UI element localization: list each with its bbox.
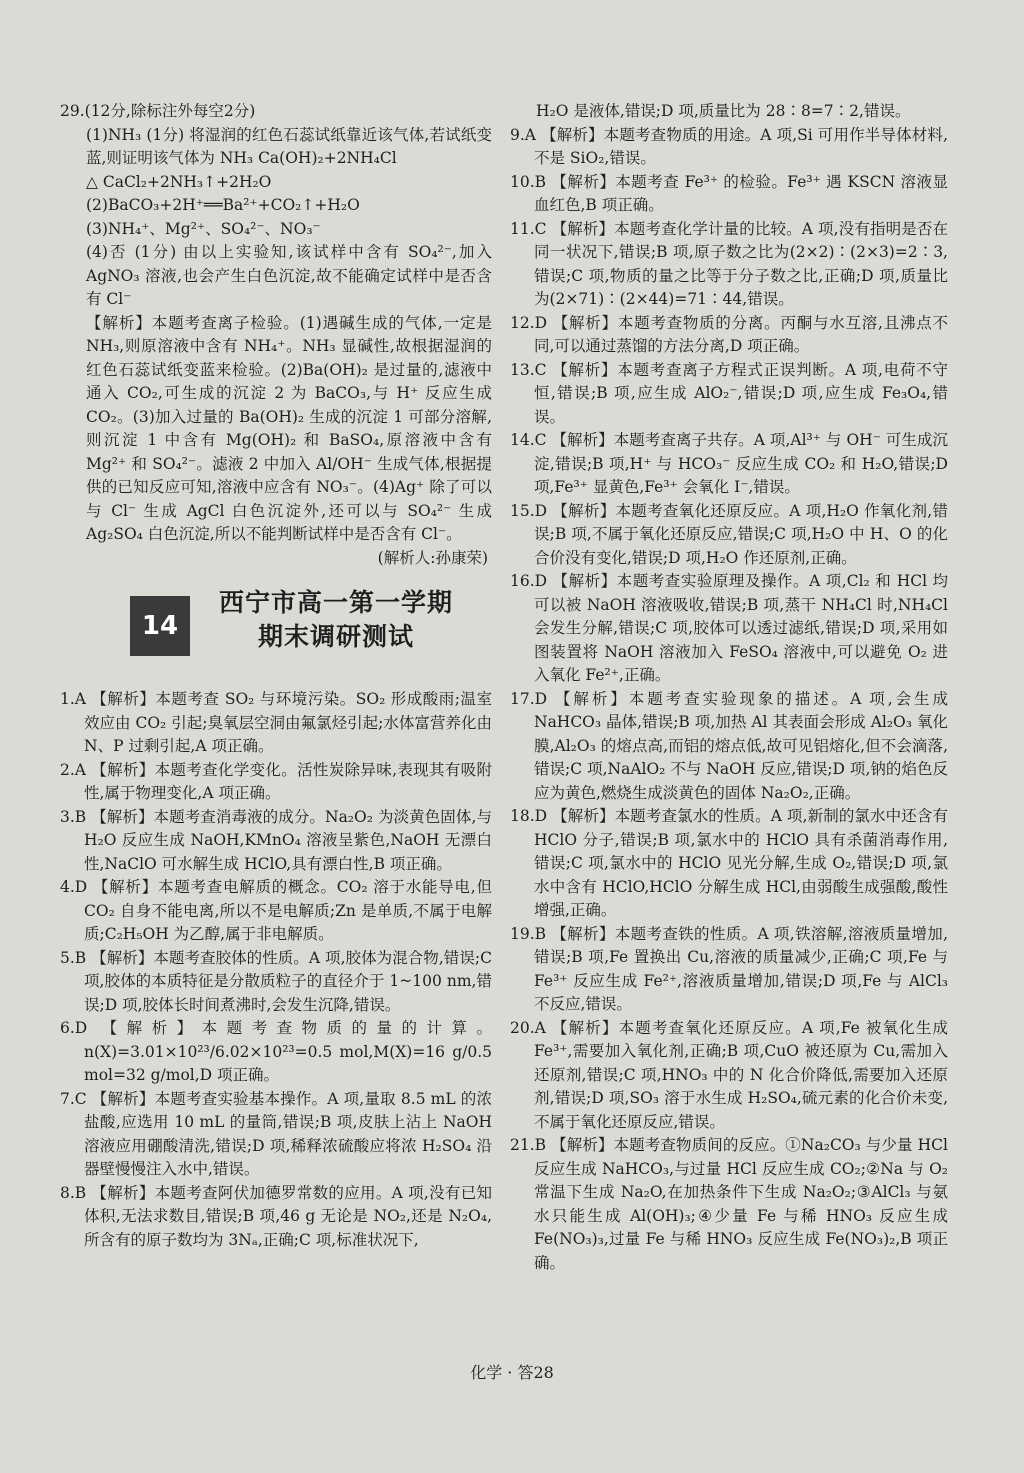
q29-author: (解析人:孙康荣) [377,548,488,567]
answer-item-18: 18.D 【解析】本题考查氯水的性质。A 项,新制的氯水中还含有 HClO 分子,错误;B 项,氯水中的 HClO 具有杀菌消毒作用,错误;C 项,氯水中的 HClO 见光分解,生成 O₂,错误;D 项,氯水中含有 HClO,HClO 分解生成 HCl,由弱酸生成强酸,酸性增强,正确。 [510,807,948,919]
q29-line1: (1)NH₃ (1分) 将湿润的红色石蕊试纸靠近该气体,若试纸变蓝,则证明该气体为 NH₃ Ca(OH)₂+2NH₄Cl [86,125,492,167]
answer-item-10: 10.B 【解析】本题考查 Fe³⁺ 的检验。Fe³⁺ 遇 KSCN 溶液显血红色,B 项正确。 [510,172,948,214]
q29-line4: (3)NH₄⁺、Mg²⁺、SO₄²⁻、NO₃⁻ [86,219,321,238]
answer-item-4: 4.D 【解析】本题考查电解质的概念。CO₂ 溶于水能导电,但 CO₂ 自身不能电离,所以不是电解质;Zn 是单质,不属于电解质;C₂H₅OH 为乙醇,属于非电解质。 [60,878,492,943]
right-column [510,100,948,1275]
section-number-badge: 14 [130,596,190,656]
answer-item-1: 1.A 【解析】本题考查 SO₂ 与环境污染。SO₂ 形成酸雨;温室效应由 CO₂ 引起;臭氧层空洞由氟氯烃引起;水体富营养化由 N、P 过剩引起,A 项正确。 [60,690,492,755]
answer-item-12: 12.D 【解析】本题考查物质的分离。丙酮与水互溶,且沸点不同,可以通过蒸馏的方法分离,D 项正确。 [510,313,948,355]
q29-line2: △ CaCl₂+2NH₃↑+2H₂O [86,172,272,191]
answer-item-20: 20.A 【解析】本题考查氧化还原反应。A 项,Fe 被氧化生成 Fe³⁺,需要加入氧化剂,正确;B 项,CuO 被还原为 Cu,需加入还原剂,错误;C 项,HNO₃ 中的 N 化合价降低,需要加入还原剂,错误;D 项,SO₃ 溶于水生成 H₂SO₄,硫元素的化合价未变,不属于氧化还原反应,错误。 [510,1018,948,1131]
answer-item-3: 3.B 【解析】本题考查消毒液的成分。Na₂O₂ 为淡黄色固体,与 H₂O 反应生成 NaOH,KMnO₄ 溶液呈紫色,NaOH 无漂白性,NaClO 可水解生成 HClO,具有漂白性,B 项正确。 [60,807,492,873]
answer-item-2: 2.A 【解析】本题考查化学变化。活性炭除异味,表现其有吸附性,属于物理变化,A 项正确。 [60,760,492,802]
answer-item-6: 6.D 【解析】本题考查物质的量的计算。n(X)=3.01×10²³/6.02×10²³=0.5 mol,M(X)=16 g/0.5 mol=32 g/mol,D 项正确。 [60,1019,492,1084]
q29-line5: (4)否 (1分) 由以上实验知,该试样中含有 SO₄²⁻,加入 AgNO₃ 溶液,也会产生白色沉淀,故不能确定试样中是否含有 Cl⁻ [86,243,492,308]
answer-item-13: 13.C 【解析】本题考查离子方程式正误判断。A 项,电荷不守恒,错误;B 项,应生成 AlO₂⁻,错误;D 项,应生成 Fe₃O₄,错误。 [510,360,948,426]
answer-item-5: 5.B 【解析】本题考查胶体的性质。A 项,胶体为混合物,错误;C 项,胶体的本质特征是分散质粒子的直径介于 1~100 nm,错误;D 项,胶体长时间煮沸时,会发生沉降,错误。 [60,948,492,1014]
answer-item-14: 14.C 【解析】本题考查离子共存。A 项,Al³⁺ 与 OH⁻ 可生成沉淀,错误;B 项,H⁺ 与 HCO₃⁻ 反应生成 CO₂ 和 H₂O,错误;D 项,Fe³⁺ 显黄色,Fe³⁺ 会氧化 I⁻,错误。 [510,431,948,496]
answer-item-19: 19.B 【解析】本题考查铁的性质。A 项,铁溶解,溶液质量增加,错误;B 项,Fe 置换出 Cu,溶液的质量减少,正确;C 项,Fe 与 Fe³⁺ 反应生成 Fe²⁺,溶液质量增加,错误;D 项,Fe 与 AlCl₃ 不反应,错误。 [510,924,948,1013]
answer-item-7: 7.C 【解析】本题考查实验基本操作。A 项,量取 8.5 mL 的浓盐酸,应选用 10 mL 的量筒,错误;B 项,皮肤上沾上 NaOH 溶液应用硼酸清洗,错误;D 项,稀释浓硫酸应将浓 H₂SO₄ 沿器壁慢慢注入水中,错误。 [60,1089,492,1178]
answer-item-15: 15.D 【解析】本题考查氧化还原反应。A 项,H₂O 作氧化剂,错误;B 项,不属于氧化还原反应,错误;C 项,H₂O 中 H、O 的化合价没有变化,错误;D 项,H₂O 作还原剂,正确。 [510,501,948,567]
answer-item-17: 17.D 【解析】本题考查实验现象的描述。A 项,会生成 NaHCO₃ 晶体,错误;B 项,加热 Al 其表面会形成 Al₂O₃ 氧化膜,Al₂O₃ 的熔点高,而铝的熔点低,故可见铝熔化,但不会滴落,错误;C 项,NaAlO₂ 不与 NaOH 反应,错误;D 项,钠的焰色反应为黄色,燃烧生成淡黄色的固体 Na₂O₂,正确。 [510,689,948,802]
answer-item-9: 9.A 【解析】本题考查物质的用途。A 项,Si 可用作半导体材料,不是 SiO₂,错误。 [510,125,948,167]
answer-item-8: 8.B 【解析】本题考查阿伏加德罗常数的应用。A 项,没有已知体积,无法求数目,错误;B 项,46 g 无论是 NO₂,还是 N₂O₄,所含有的原子数均为 3Nₐ,正确;C 项,标准状况下, [60,1183,492,1249]
section-title-line1: 西宁市高一第一学期 [218,588,453,617]
section-title-line2: 期末调研测试 [257,622,414,651]
left-column [60,100,492,1252]
answer-item-8-continued: H₂O 是液体,错误;D 项,质量比为 28∶8=7∶2,错误。 [536,102,911,120]
q29-head: 29.(12分,除标注外每空2分) [60,102,256,120]
page-footer: 化学 · 答28 [470,1363,554,1382]
answer-item-21: 21.B 【解析】本题考查物质间的反应。①Na₂CO₃ 与少量 HCl 反应生成 NaHCO₃,与过量 HCl 反应生成 CO₂;②Na 与 O₂ 常温下生成 Na₂O,在加热条件下生成 Na₂O₂;③AlCl₃ 与氨水只能生成 Al(OH)₃;④少量 Fe 与稀 HNO₃ 反应生成 Fe(NO₃)₃,过量 Fe 与稀 HNO₃ 反应生成 Fe(NO₃)₂,B 项正确。 [510,1136,948,1272]
q29-line3: (2)BaCO₃+2H⁺══Ba²⁺+CO₂↑+H₂O [86,196,360,214]
q29-analysis: 【解析】本题考查离子检验。(1)遇碱生成的气体,一定是 NH₃,则原溶液中含有 NH₄⁺。NH₃ 显碱性,故根据湿润的红色石蕊试纸变蓝来检验。(2)Ba(OH)₂ 是过量的,滤液中通入 CO₂,可生成的沉淀 2 为 BaCO₃,与 H⁺ 反应生成 CO₂。(3)加入过量的 Ba(OH)₂ 生成的沉淀 1 可部分溶解,则沉淀 1 中含有 Mg(OH)₂ 和 BaSO₄,原溶液中含有 Mg²⁺ 和 SO₄²⁻。滤液 2 中加入 Al/OH⁻ 生成气体,根据提供的已知反应可知,溶液中应含有 NO₃⁻。(4)Ag⁺ 除了可以与 Cl⁻ 生成 AgCl 白色沉淀外,还可以与 SO₄²⁻ 生成 Ag₂SO₄ 白色沉淀,所以不能判断试样中是否含有 Cl⁻。 [86,313,492,543]
answer-item-16: 16.D 【解析】本题考查实验原理及操作。A 项,Cl₂ 和 HCl 均可以被 NaOH 溶液吸收,错误;B 项,蒸干 NH₄Cl 时,NH₄Cl 会发生分解,错误;C 项,胶体可以透过滤纸,错误;D 项,采用如图装置将 NaOH 溶液加入 FeSO₄ 溶液中,可以避免 O₂ 进入氧化 Fe²⁺,正确。 [510,572,948,684]
answer-item-11: 11.C 【解析】本题考查化学计量的比较。A 项,没有指明是否在同一状况下,错误;B 项,原子数之比为(2×2)∶(2×3)=2∶3,错误;C 项,物质的量之比等于分子数之比,正确;D 项,质量比为(2×71)∶(2×44)=71∶44,错误。 [510,219,948,308]
section-header [60,584,492,676]
section-title [196,586,476,654]
